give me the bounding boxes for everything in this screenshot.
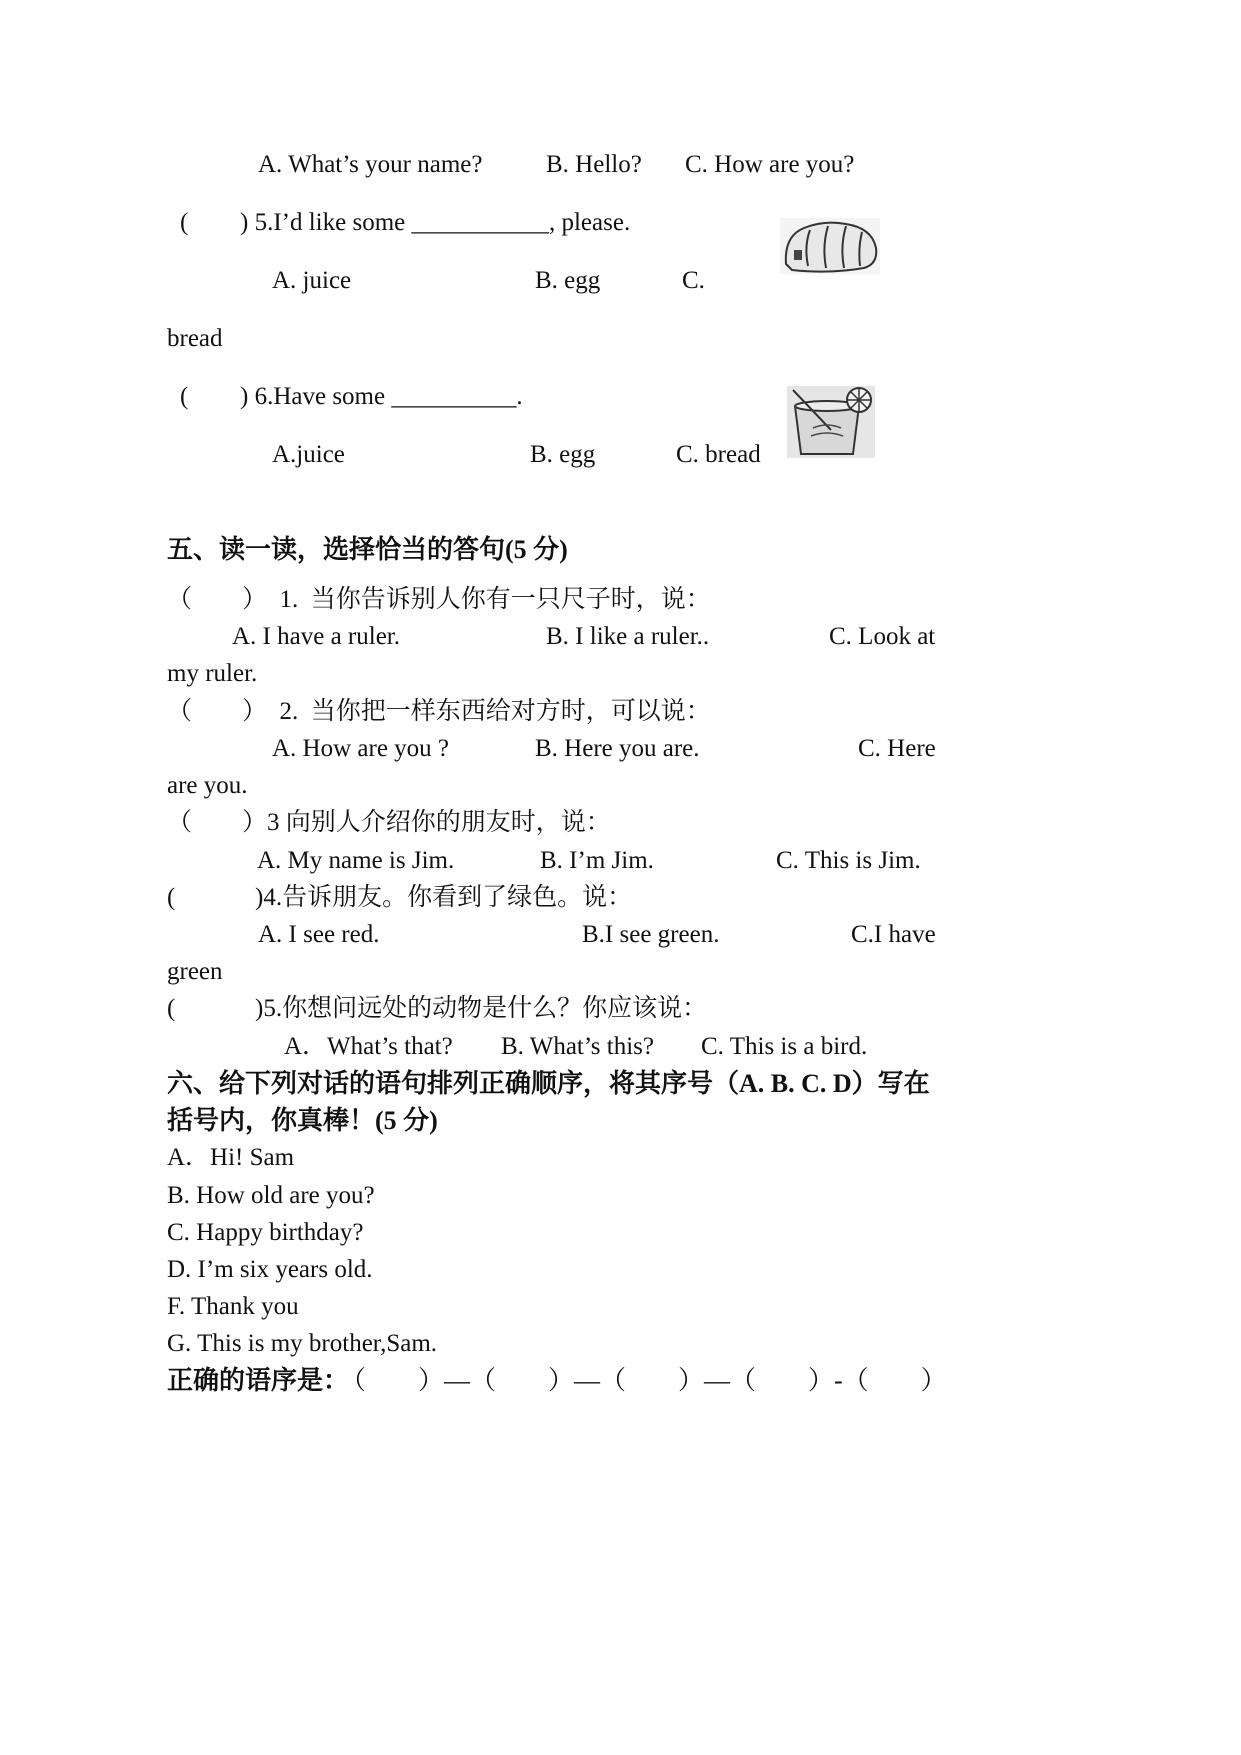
s5-q4-stem: )4.告诉朋友。你看到了绿色。说： — [255, 884, 633, 911]
q5-option-a: A. juice — [272, 267, 352, 294]
s5-q1-stem: （ ） 1. 当你告诉别人你有一只尺子时，说： — [167, 586, 711, 613]
q6-stem: ) 6.Have some __________. — [240, 383, 523, 410]
section6-heading-line2: 括号内，你真棒！(5 分) — [167, 1106, 438, 1135]
q6-option-a: A.juice — [272, 441, 345, 468]
s5-q2-option-b: B. Here you are. — [535, 735, 700, 762]
s5-q2-option-c-wrap: are you. — [167, 772, 248, 799]
bread-icon — [780, 218, 880, 274]
s5-q1-option-a: A. I have a ruler. — [232, 623, 400, 650]
s5-q1-option-b: B. I like a ruler.. — [546, 623, 710, 650]
q5-answer-paren: ( — [180, 209, 189, 236]
q4-option-a: A. What’s your name? — [258, 151, 483, 178]
q4-option-c: C. How are you? — [685, 151, 855, 178]
q6-option-b: B. egg — [530, 441, 596, 468]
q5-option-c: C. — [682, 267, 705, 294]
q4-option-b: B. Hello? — [546, 151, 642, 178]
s5-q5-option-c: C. This is a bird. — [701, 1033, 868, 1060]
s6-item-a: A．Hi! Sam — [167, 1144, 295, 1171]
s5-q5-answer-paren: ( — [167, 995, 176, 1022]
s5-q1-option-c: C. Look at — [829, 623, 936, 650]
s6-answer-blanks[interactable]: （ ）—（ ）—（ ）—（ ）-（ ） — [340, 1366, 947, 1395]
s5-q5-stem: )5.你想问远处的动物是什么？你应该说： — [255, 995, 708, 1022]
q5-option-b: B. egg — [535, 267, 601, 294]
section6-heading-line1: 六、给下列对话的语句排列正确顺序，将其序号（A. B. C. D）写在 — [167, 1069, 930, 1098]
q6-option-c: C. bread — [676, 441, 761, 468]
s5-q1-option-c-wrap: my ruler. — [167, 660, 258, 687]
s5-q2-option-c: C. Here — [858, 735, 936, 762]
s6-item-f: F. Thank you — [167, 1293, 299, 1320]
q5-option-c-wrap: bread — [167, 325, 223, 352]
s5-q3-option-b: B. I’m Jim. — [540, 847, 654, 874]
s5-q2-stem: （ ） 2. 当你把一样东西给对方时，可以说： — [167, 698, 711, 725]
s5-q3-option-a: A. My name is Jim. — [257, 847, 455, 874]
s6-item-c: C. Happy birthday? — [167, 1219, 364, 1246]
q6-answer-paren: ( — [180, 383, 189, 410]
s5-q4-answer-paren: ( — [167, 884, 176, 911]
s5-q2-option-a: A. How are you ? — [272, 735, 450, 762]
s5-q3-stem: （ ）3 向别人介绍你的朋友时，说： — [167, 809, 611, 836]
s5-q4-option-b: B.I see green. — [582, 921, 720, 948]
q5-stem: ) 5.I’d like some ___________, please. — [240, 209, 631, 236]
s5-q5-option-b: B. What’s this? — [501, 1033, 655, 1060]
juice-glass-icon — [787, 386, 875, 458]
s6-answer-label: 正确的语序是： — [167, 1366, 350, 1395]
s6-item-b: B. How old are you? — [167, 1182, 375, 1209]
s5-q4-option-c: C.I have — [851, 921, 936, 948]
s5-q4-option-a: A. I see red. — [258, 921, 380, 948]
s5-q5-option-a: A．What’s that? — [284, 1033, 453, 1060]
s5-q3-option-c: C. This is Jim. — [776, 847, 921, 874]
s6-item-g: G. This is my brother,Sam. — [167, 1330, 438, 1357]
s6-item-d: D. I’m six years old. — [167, 1256, 373, 1283]
s5-q4-option-c-wrap: green — [167, 958, 223, 985]
section5-heading: 五、读一读，选择恰当的答句(5 分) — [167, 535, 568, 564]
